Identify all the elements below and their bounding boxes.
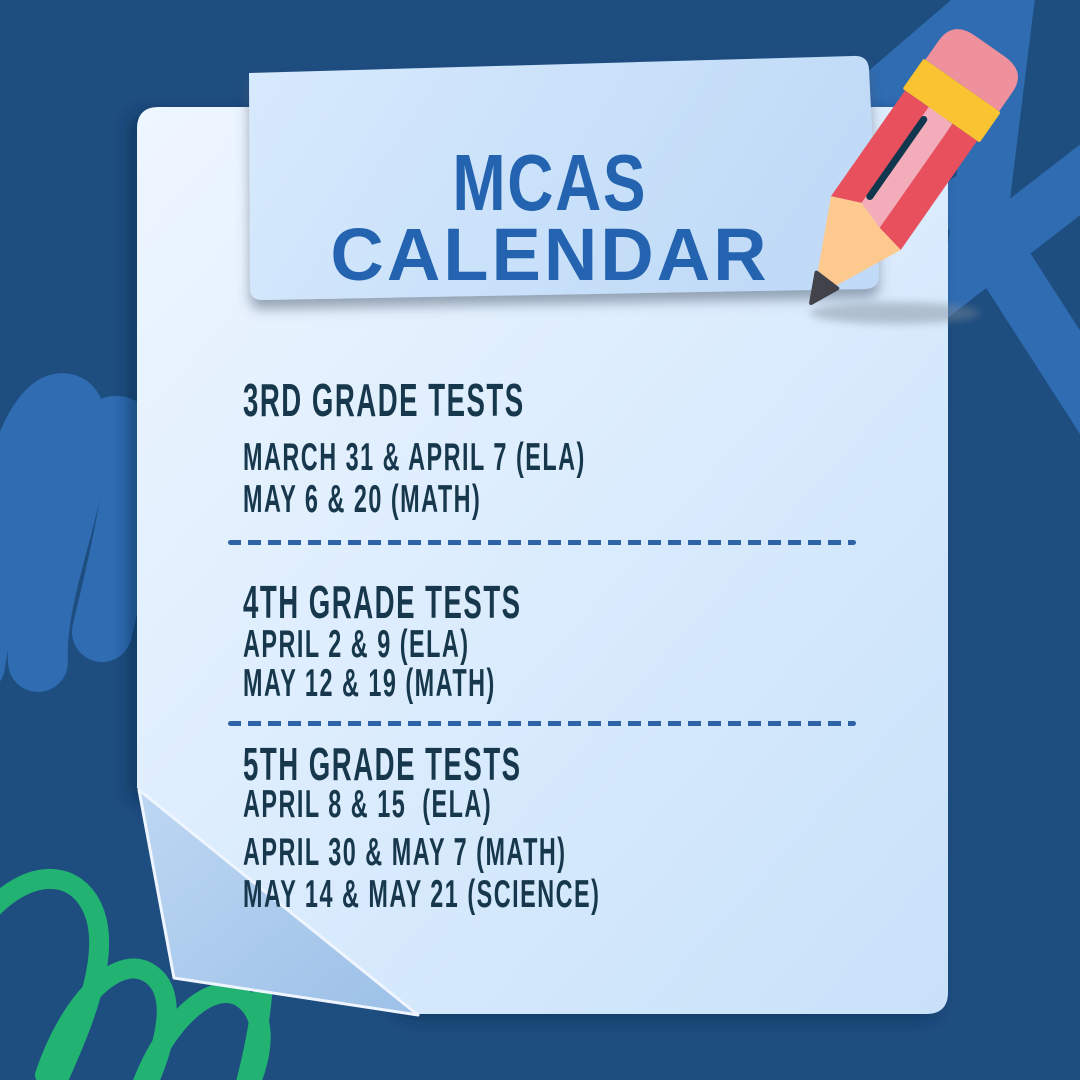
test-date-line: MARCH 31 & APRIL 7 (ELA) bbox=[243, 436, 586, 479]
test-date-line: MAY 14 & MAY 21 (SCIENCE) bbox=[243, 873, 601, 916]
test-date-line: APRIL 8 & 15 (ELA) bbox=[243, 783, 493, 826]
pencil-shadow bbox=[810, 302, 980, 324]
test-date-line: MAY 12 & 19 (MATH) bbox=[243, 662, 496, 705]
section-heading: 3RD GRADE TESTS bbox=[243, 374, 525, 426]
title-text-calendar: CALENDAR bbox=[330, 213, 770, 296]
poster-title-line-2 bbox=[250, 213, 850, 296]
section-heading: 5TH GRADE TESTS bbox=[243, 738, 522, 790]
section-heading: 4TH GRADE TESTS bbox=[243, 576, 522, 628]
test-date-line: APRIL 2 & 9 (ELA) bbox=[243, 623, 470, 666]
scribble-icon bbox=[0, 403, 133, 665]
test-date-line: APRIL 30 & MAY 7 (MATH) bbox=[243, 831, 567, 874]
dashed-divider bbox=[228, 540, 856, 545]
dashed-divider bbox=[228, 721, 856, 726]
title-text-mcas: MCAS bbox=[452, 138, 648, 227]
test-date-line: MAY 6 & 20 (MATH) bbox=[243, 478, 482, 521]
poster-title-line-1 bbox=[250, 138, 850, 227]
